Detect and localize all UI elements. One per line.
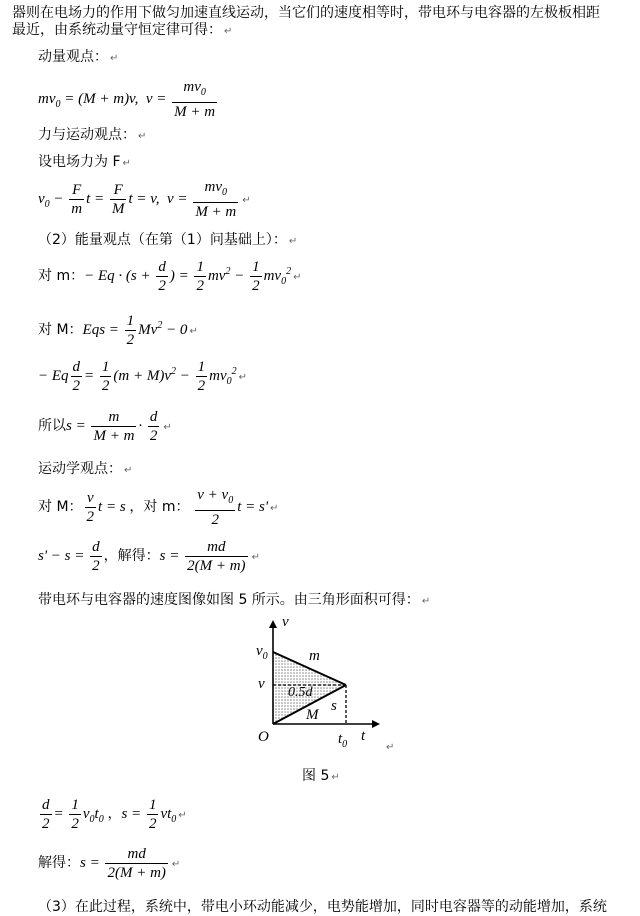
t-axis-arrow bbox=[372, 720, 380, 728]
intro-line-2: 最近，由系统动量守恒定律可得： ↵ bbox=[12, 22, 233, 38]
equation-energy-m: 对 m：− Eq · (s + $\frac{d}{2}$ ) = $\frac{1}{2}$ $mv^2$ − $\frac{1}{2}$ $mv_0^2↵$ bbox=[38, 259, 302, 294]
heading-kinematics: 运动学观点： ↵ bbox=[38, 461, 133, 477]
equation-energy-system: − Eq $\frac{d}{2}$ = $\frac{1}{2}$ $(m + M)v^2$ − $\frac{1}{2}$ $mv_0^2↵$ bbox=[38, 359, 248, 394]
axis-label-v: v bbox=[282, 614, 289, 630]
force-intro: 设电场力为 F ↵ bbox=[38, 154, 131, 170]
part2-heading: （2）能量观点（在第（1）问基础上）： ↵ bbox=[38, 232, 298, 248]
equation-energy-M: 对 M：Eqs = $\frac{1}{2}$ $Mv^2 - 0$ ↵ bbox=[38, 313, 198, 348]
label-v: v bbox=[258, 676, 265, 692]
equation-kinematics: 对 M： $\frac{v}{2}$ t = s ，对 m： $\frac{v + v_0}{2}$ t = s' ↵ bbox=[38, 487, 279, 528]
label-s: s bbox=[331, 698, 337, 714]
equation-final-solve: 解得：s = $\frac{md}{2(M + m)}$ ↵ bbox=[38, 846, 181, 881]
v-axis-arrow bbox=[269, 620, 277, 628]
label-line-m: m bbox=[309, 648, 320, 664]
label-half-d: 0.5d bbox=[288, 685, 313, 700]
heading-force-motion: 力与运动观点： ↵ bbox=[38, 127, 147, 143]
label-v0: $v_0$ bbox=[256, 643, 268, 662]
label-line-M: M bbox=[306, 707, 319, 723]
figure-caption: 图 5 ↵ bbox=[302, 768, 340, 784]
equation-s-result: 所以s = $\frac{m}{M + m}$ · $\frac{d}{2}$ ↵ bbox=[38, 409, 172, 444]
heading-momentum: 动量观点： ↵ bbox=[38, 49, 119, 65]
axis-label-t: t bbox=[361, 728, 366, 744]
origin-label: O bbox=[258, 729, 269, 745]
equation-area: $\frac{d}{2}$ = $\frac{1}{2}$ $v_0t_0$ ，s = $\frac{1}{2}$ $vt_0$ ↵ bbox=[42, 797, 187, 832]
equation-kinematics-solve: s' − s = $\frac{d}{2}$ ，解得：s = $\frac{md}{2(M + m)}$ ↵ bbox=[38, 539, 260, 574]
velocity-time-figure bbox=[248, 612, 398, 752]
equation-momentum-conservation: $mv_0 = (M + m)v$, v = $\frac{mv_0}{M + m}$ bbox=[38, 79, 216, 120]
label-t0: $t_0$ bbox=[338, 731, 348, 750]
intro-line-1: 器则在电场力的作用下做匀加速直线运动，当它们的速度相等时，带电环与电容器的左极板相距 bbox=[12, 5, 600, 21]
part3-partial-line: （3）在此过程，系统中，带电小环动能减少，电势能增加，同时电容器等的动能增加，系统 bbox=[38, 899, 607, 915]
figure-paragraph-mark: ↵ bbox=[386, 742, 395, 753]
equation-force-velocity: $v_0$ − $\frac{F}{m}$ t = $\frac{F}{M}$ t = v, v = $\frac{mv_0}{M + m}$ ↵ bbox=[38, 179, 251, 220]
velocity-image-text: 带电环与电容器的速度图像如图 5 所示。由三角形面积可得： ↵ bbox=[38, 592, 431, 608]
